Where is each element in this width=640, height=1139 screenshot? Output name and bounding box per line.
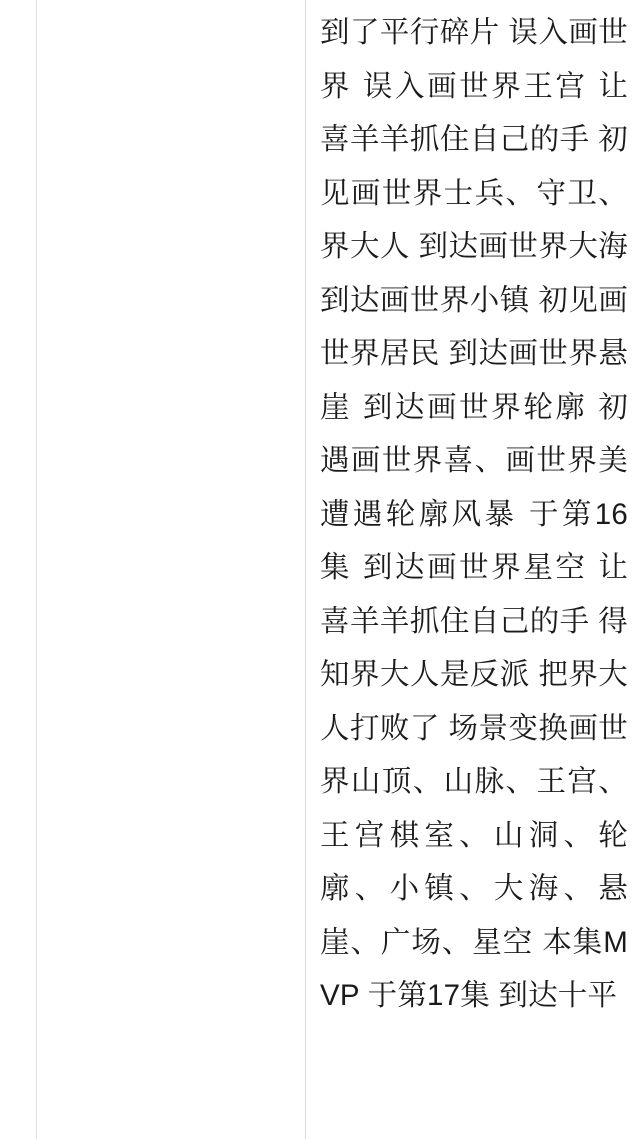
text-separator <box>533 926 542 959</box>
text-separator <box>352 70 363 103</box>
text-separator <box>590 605 599 638</box>
text-segment: 初遇画世界喜、画世界美 <box>320 390 629 477</box>
body-paragraph <box>306 0 640 1023</box>
text-separator <box>359 979 367 1012</box>
text-separator <box>588 391 599 424</box>
text-separator <box>588 70 599 103</box>
text-separator <box>588 551 599 584</box>
text-segment: 让喜羊羊抓住自己的手 <box>320 69 629 156</box>
text-segment: 本集MVP <box>320 925 628 1012</box>
text-separator <box>352 551 363 584</box>
text-segment: 于第16集 <box>320 497 628 584</box>
text-separator <box>590 123 599 156</box>
blank-content-cell <box>37 0 305 1139</box>
text-segment: 到达画世界大海 <box>418 230 628 263</box>
text-content-cell <box>306 0 640 1139</box>
text-segment: 到了平行碎片 <box>320 16 500 49</box>
text-separator <box>440 337 449 370</box>
text-segment: 遭遇轮廓风暴 <box>320 497 518 531</box>
text-segment: 初见画世界士兵、守卫、界大人 <box>320 123 628 263</box>
text-segment: 到达画世界星空 <box>362 551 588 584</box>
text-segment: 到达画世界轮廓 <box>362 390 588 424</box>
text-segment: 到达十平 <box>498 979 618 1012</box>
text-segment: 误入画世界 <box>320 16 628 103</box>
text-segment: 把界大人打败了 <box>320 658 628 745</box>
text-segment: 于第17集 <box>367 979 490 1012</box>
text-separator <box>440 712 449 745</box>
text-separator <box>410 230 419 263</box>
text-segment: 场景变换画世界山顶、山脉、王宫、王宫棋室、山洞、轮廓、小镇、大海、悬崖、广场、星空 <box>320 711 628 959</box>
left-gutter <box>0 0 36 1139</box>
text-segment: 到达画世界小镇 <box>320 283 530 317</box>
text-segment: 到达画世界悬崖 <box>320 337 628 424</box>
text-segment: 得知界大人是反派 <box>320 604 628 691</box>
text-segment: 让喜羊羊抓住自己的手 <box>320 551 629 638</box>
text-separator <box>352 391 363 424</box>
text-segment: 误入画世界王宫 <box>362 69 588 103</box>
text-separator <box>517 498 529 531</box>
text-segment: 初见画世界居民 <box>320 283 628 370</box>
